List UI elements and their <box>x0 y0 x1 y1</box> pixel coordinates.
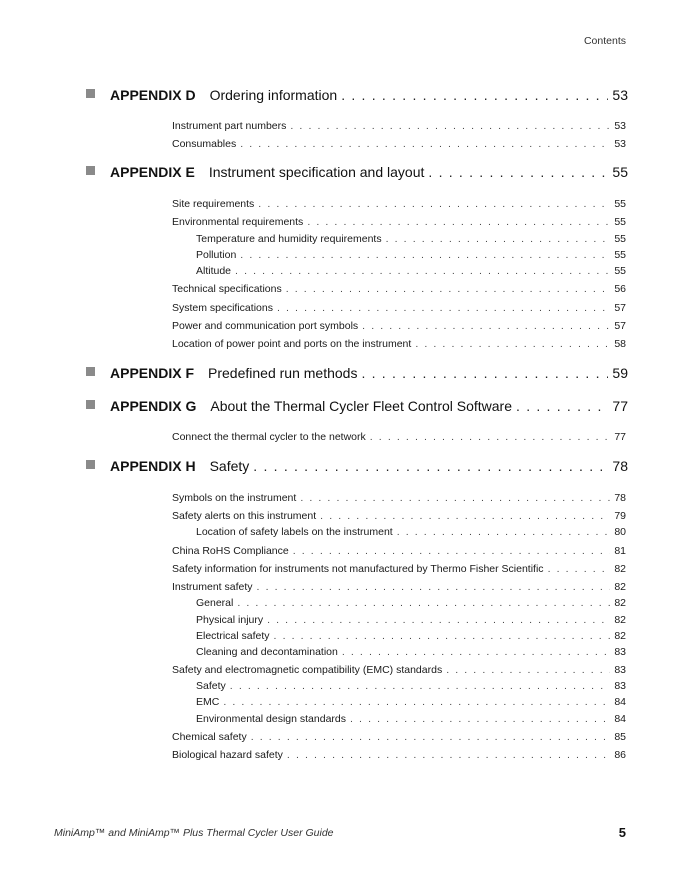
entry-title: Electrical safety <box>196 630 270 642</box>
toc-subentry[interactable] <box>196 614 626 628</box>
toc-subentry[interactable] <box>196 526 626 540</box>
entry-title: Biological hazard safety <box>172 749 283 761</box>
dot-leader <box>287 749 610 761</box>
entry-title: EMC <box>196 696 220 708</box>
toc-appendix-f[interactable] <box>86 365 628 387</box>
dot-leader <box>235 265 610 277</box>
entry-page: 55 <box>614 265 626 277</box>
entry-page: 55 <box>614 198 626 210</box>
entry-title: Pollution <box>196 249 237 261</box>
entry-page: 83 <box>614 664 626 676</box>
entry-title: Cleaning and decontamination <box>196 646 338 658</box>
toc-subentry[interactable] <box>196 265 626 279</box>
entry-title: Temperature and humidity requirements <box>196 233 382 245</box>
dot-leader <box>428 164 608 180</box>
toc-subentry[interactable] <box>196 233 626 247</box>
dot-leader <box>307 216 610 228</box>
entry-title: Connect the thermal cycler to the network <box>172 431 366 443</box>
entry-title: China RoHS Compliance <box>172 545 289 557</box>
entry-title: Technical specifications <box>172 283 282 295</box>
entry-page: 81 <box>614 545 626 557</box>
toc-entry[interactable] <box>172 749 626 763</box>
appendix-label: APPENDIX G <box>110 398 197 414</box>
appendix-title: About the Thermal Cycler Fleet Control Software <box>210 398 513 414</box>
toc-subentry[interactable] <box>196 680 626 694</box>
entry-page: 77 <box>614 431 626 443</box>
dot-leader <box>240 249 610 261</box>
toc-subentry[interactable] <box>196 630 626 644</box>
square-bullet-icon <box>86 400 95 409</box>
entry-page: 53 <box>614 120 626 132</box>
toc-entry[interactable] <box>172 320 626 334</box>
appendix-title: Instrument specification and layout <box>208 164 425 180</box>
entry-page: 84 <box>614 713 626 725</box>
appendix-title: Ordering information <box>209 87 338 103</box>
entry-title: Site requirements <box>172 198 255 210</box>
dot-leader <box>350 713 610 725</box>
dot-leader <box>300 492 610 504</box>
running-header: Contents <box>583 35 626 47</box>
entry-page: 85 <box>614 731 626 743</box>
entry-page: 83 <box>614 680 626 692</box>
appendix-label: APPENDIX F <box>110 365 195 381</box>
dot-leader <box>274 630 611 642</box>
entry-title: Environmental requirements <box>172 216 304 228</box>
entry-page: 57 <box>614 320 626 332</box>
toc-entry[interactable] <box>172 431 626 445</box>
entry-page: 55 <box>614 249 626 261</box>
square-bullet-icon <box>86 367 95 376</box>
entry-title: Safety <box>196 680 226 692</box>
toc-entry[interactable] <box>172 510 626 524</box>
toc-entry[interactable] <box>172 492 626 506</box>
toc-entry[interactable] <box>172 338 626 352</box>
dot-leader <box>267 614 610 626</box>
entry-title: Power and communication port symbols <box>172 320 359 332</box>
dot-leader <box>516 398 608 414</box>
entry-title: Location of safety labels on the instrument <box>196 526 393 538</box>
toc-subentry[interactable] <box>196 646 626 660</box>
dot-leader <box>548 563 611 575</box>
dot-leader <box>342 646 610 658</box>
dot-leader <box>341 87 608 103</box>
entry-page: 80 <box>614 526 626 538</box>
toc-appendix-e[interactable] <box>86 164 628 186</box>
entry-page: 82 <box>614 630 626 642</box>
entry-page: 55 <box>614 233 626 245</box>
toc-appendix-h[interactable] <box>86 458 628 480</box>
appendix-page: 55 <box>612 164 628 180</box>
dot-leader <box>251 731 611 743</box>
dot-leader <box>290 120 610 132</box>
entry-page: 84 <box>614 696 626 708</box>
entry-page: 56 <box>614 283 626 295</box>
dot-leader <box>257 581 611 593</box>
entry-page: 57 <box>614 302 626 314</box>
entry-page: 86 <box>614 749 626 761</box>
toc-entry[interactable] <box>172 563 626 577</box>
entry-title: Consumables <box>172 138 237 150</box>
appendix-title: Predefined run methods <box>208 365 358 381</box>
entry-title: Safety information for instruments not manufactured by Thermo Fisher Scientific <box>172 563 544 575</box>
entry-title: General <box>196 597 234 609</box>
dot-leader <box>415 338 610 350</box>
dot-leader <box>253 458 608 474</box>
toc-entry[interactable] <box>172 664 626 678</box>
toc-subentry[interactable] <box>196 249 626 263</box>
dot-leader <box>230 680 611 692</box>
dot-leader <box>277 302 610 314</box>
appendix-label: APPENDIX E <box>110 164 195 180</box>
toc-entry[interactable] <box>172 120 626 134</box>
entry-title: Environmental design standards <box>196 713 347 725</box>
appendix-page: 77 <box>612 398 628 414</box>
dot-leader <box>240 138 610 150</box>
entry-title: System specifications <box>172 302 273 314</box>
toc-entry[interactable] <box>172 216 626 230</box>
toc-entry[interactable] <box>172 138 626 152</box>
dot-leader <box>446 664 610 676</box>
entry-title: Safety and electromagnetic compatibility (EMC) standards <box>172 664 443 676</box>
dot-leader <box>293 545 611 557</box>
entry-page: 58 <box>614 338 626 350</box>
appendix-page: 59 <box>612 365 628 381</box>
toc-entry[interactable] <box>172 302 626 316</box>
toc-entry[interactable] <box>172 731 626 745</box>
dot-leader <box>258 198 610 210</box>
dot-leader <box>361 365 608 381</box>
toc-subentry[interactable] <box>196 597 626 611</box>
entry-title: Instrument safety <box>172 581 253 593</box>
footer-page-number: 5 <box>618 825 626 840</box>
toc-entry[interactable] <box>172 283 626 297</box>
entry-page: 79 <box>614 510 626 522</box>
toc-entry[interactable] <box>172 198 626 212</box>
toc-appendix-g[interactable] <box>86 398 628 420</box>
appendix-label: APPENDIX D <box>110 87 196 103</box>
toc-subentry[interactable] <box>196 713 626 727</box>
appendix-page: 78 <box>612 458 628 474</box>
entry-page: 53 <box>614 138 626 150</box>
entry-page: 82 <box>614 581 626 593</box>
entry-title: Physical injury <box>196 614 264 626</box>
toc-subentry[interactable] <box>196 696 626 710</box>
dot-leader <box>370 431 611 443</box>
entry-title: Location of power point and ports on the instrument <box>172 338 412 350</box>
dot-leader <box>362 320 610 332</box>
entry-page: 83 <box>614 646 626 658</box>
square-bullet-icon <box>86 166 95 175</box>
toc-entry[interactable] <box>172 545 626 559</box>
dot-leader <box>386 233 611 245</box>
entry-page: 82 <box>614 563 626 575</box>
entry-page: 78 <box>614 492 626 504</box>
appendix-page: 53 <box>612 87 628 103</box>
dot-leader <box>320 510 610 522</box>
square-bullet-icon <box>86 89 95 98</box>
appendix-title: Safety <box>209 458 250 474</box>
square-bullet-icon <box>86 460 95 469</box>
toc-appendix-d[interactable] <box>86 87 628 109</box>
dot-leader <box>286 283 611 295</box>
appendix-label: APPENDIX H <box>110 458 196 474</box>
dot-leader <box>223 696 610 708</box>
entry-title: Altitude <box>196 265 232 277</box>
entry-title: Instrument part numbers <box>172 120 287 132</box>
entry-title: Safety alerts on this instrument <box>172 510 317 522</box>
entry-page: 55 <box>614 216 626 228</box>
entry-title: Symbols on the instrument <box>172 492 297 504</box>
entry-page: 82 <box>614 597 626 609</box>
dot-leader <box>397 526 611 538</box>
entry-page: 82 <box>614 614 626 626</box>
footer-guide-title: MiniAmp™ and MiniAmp™ Plus Thermal Cycler User Guide <box>54 827 334 839</box>
toc-entry[interactable] <box>172 581 626 595</box>
dot-leader <box>237 597 610 609</box>
entry-title: Chemical safety <box>172 731 247 743</box>
